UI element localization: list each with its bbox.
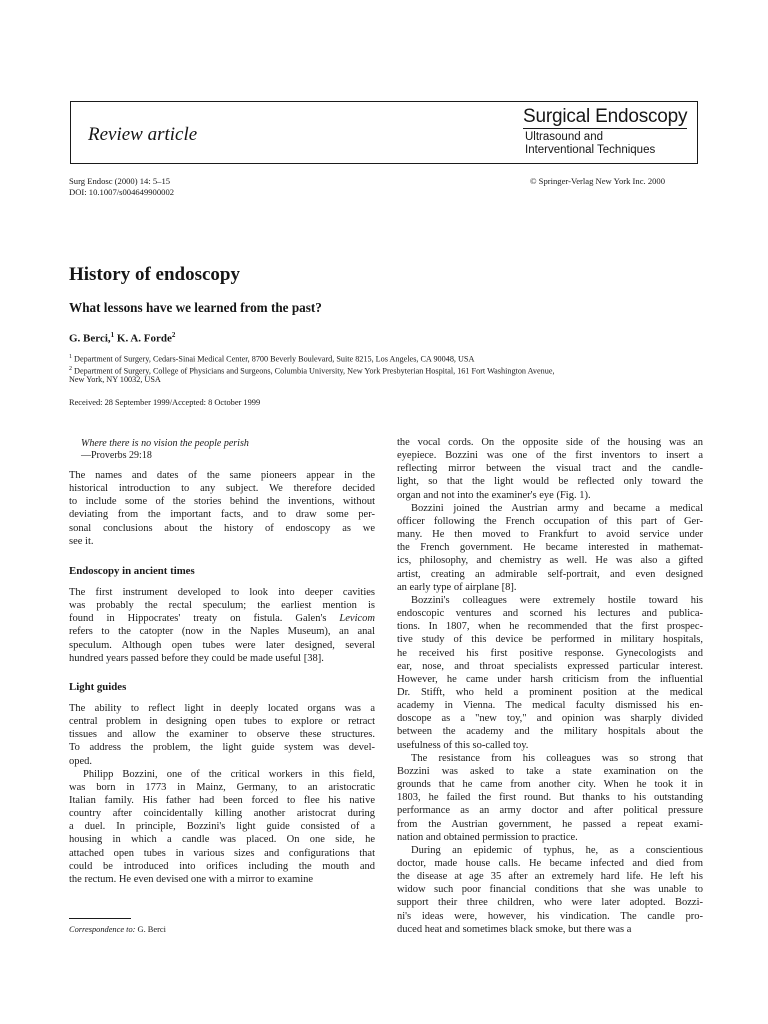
- body-paragraph: [397, 502, 703, 594]
- text-line: duced heat and sometimes black smoke, but there was a: [397, 923, 632, 935]
- article-type: Review article: [88, 124, 198, 145]
- section2-paragraph: [69, 768, 375, 886]
- text-line: see it.: [69, 535, 94, 547]
- text-line: an early type of airplane [8].: [397, 581, 517, 593]
- text-line: historical introduction to any subject. We therefore decided: [69, 483, 375, 495]
- section1-paragraph: [69, 586, 375, 665]
- correspondence-label: Correspondence to:: [69, 925, 136, 934]
- text-line: found in Hippocrates' treaty on fistula. Galen's Levicom: [69, 613, 375, 625]
- text-line: nation and obtained permission to practice.: [397, 831, 578, 843]
- text-line: widow such poor financial conditions that she was unable to: [397, 884, 703, 896]
- authors: [69, 331, 175, 345]
- text-line: usefulness of this so-called toy.: [397, 739, 529, 751]
- body-paragraph: [397, 436, 703, 502]
- text-line: ear, nose, and throat specialists expressed particular interest.: [397, 660, 703, 672]
- text-line: The ability to reflect light in deeply located organs was a: [69, 702, 375, 714]
- text-line: officer following the French occupation of this part of Ger-: [397, 515, 703, 527]
- text-line: a duel. In principle, Bozzini's light guide consisted of a: [69, 821, 375, 833]
- author-affiliation-mark: 1: [110, 331, 115, 339]
- text-line: the rectum. He even devised one with a mirror to examine: [69, 873, 314, 885]
- text-line: light, so that the light would be reflected only toward the: [397, 476, 703, 488]
- text-line: However, he came under harsh criticism from the influential: [397, 673, 703, 685]
- affiliation-2-cont: New York, NY 10032, USA: [69, 375, 161, 384]
- text-line: The names and dates of the same pioneers appear in the: [69, 470, 375, 481]
- text-line: performance as an army doctor and after political pressure: [397, 805, 703, 817]
- journal-subtitle-line: Interventional Techniques: [525, 144, 656, 156]
- text-line: ni's ideas were, however, his vindication. The candle pro-: [397, 910, 703, 922]
- epigraph: [69, 438, 375, 462]
- section-heading: Light guides: [69, 680, 127, 693]
- text-line: organ and not into the examiner's eye (Fig. 1).: [397, 489, 591, 501]
- affiliation-mark: 1: [69, 354, 72, 360]
- text-line: from the Austrian government, he passed a repeat exami-: [397, 818, 703, 830]
- text-line: To address the problem, the light guide system was devel-: [69, 742, 375, 754]
- text-line: was probably the rectal speculum; the earliest mention is: [69, 600, 375, 612]
- correspondence-name: G. Berci: [137, 925, 166, 934]
- text-line: During an epidemic of typhus, he, as a conscientious: [411, 844, 703, 856]
- citation: Surg Endosc (2000) 14: 5–15: [69, 176, 171, 186]
- text-line: grounds that he came from another city. When he took it in: [397, 779, 703, 791]
- text-line: oped.: [69, 755, 93, 767]
- text-line: tions. In 1807, when he recommended that the first prospec-: [397, 621, 703, 633]
- text-line: Bozzini joined the Austrian army and became a medical: [411, 502, 703, 514]
- text-line: support their three children, who were later adopted. Bozzi-: [397, 897, 703, 909]
- right-column: [397, 436, 703, 936]
- text-line: refers to the catopter (now in the Naples Museum), an anal: [69, 626, 375, 638]
- text-line: academy in Vienna. The medical faculty dismissed his en-: [397, 700, 703, 712]
- copyright: © Springer-Verlag New York Inc. 2000: [530, 176, 666, 186]
- text-line: doscope as a "new toy," and opinion was sharply divided: [397, 713, 703, 725]
- text-line: artist, creating an admirable self-portrait, and even designed: [397, 568, 703, 580]
- affiliation-mark: 2: [69, 366, 72, 372]
- text-line: was born in 1773 in Mainz, Germany, to an aristocratic: [69, 781, 375, 793]
- journal-subtitle: [525, 131, 655, 157]
- text-line: the disease at age 35 after an extremely hard life. He left his: [397, 871, 703, 883]
- text-line: central problem in designing open tubes to explore or retract: [69, 716, 375, 728]
- text-line: deviating from the important facts, and to draw some per-: [69, 509, 375, 521]
- epigraph-quote: Where there is no vision the people perish: [81, 438, 249, 449]
- text-line: Bozzini's colleagues were extremely hostile toward his: [411, 594, 703, 606]
- article-subtitle: What lessons have we learned from the past?: [69, 300, 322, 315]
- author-name: G. Berci,: [69, 332, 111, 345]
- text-line: Dr. Stifft, who held a prominent position at the medical: [397, 686, 703, 698]
- text-line: The first instrument developed to look into deeper cavities: [69, 586, 375, 598]
- text-line: country after coincidentally killing another aristocrat during: [69, 808, 375, 820]
- text-line: sonal conclusions about the history of endoscopy as we: [69, 522, 375, 534]
- section-heading: Endoscopy in ancient times: [69, 564, 195, 577]
- doi: DOI: 10.1007/s004649900002: [69, 187, 175, 197]
- text-line: endoscopic ventures and scorned his lectures and publica-: [397, 608, 703, 620]
- author-name: K. A. Forde: [116, 332, 172, 345]
- text-line: eyepiece. Bozzini was one of the first inventors to insert a: [397, 450, 703, 462]
- footnote-rule: [69, 918, 131, 919]
- correspondence: [69, 925, 166, 934]
- text-line: hundred years passed before they could be made useful [38].: [69, 652, 324, 664]
- text-line: between the academy and the military hospitals about the: [397, 726, 703, 738]
- text-line: tissues and allow the examiner to observe these structures.: [69, 729, 375, 741]
- text-line: housing in which a candle was placed. On one side, he: [69, 834, 375, 846]
- article-title: History of endoscopy: [69, 264, 240, 285]
- text-line: Bozzini was asked to take a state examination on the: [397, 765, 703, 777]
- affiliation-text: Department of Surgery, College of Physicians and Surgeons, Columbia University, New York Presbyterian Hospital, 161 Fort Washington Avenue,: [74, 366, 555, 376]
- text-line: ics, philosophy, and chemistry as well. He was also a gifted: [397, 555, 703, 567]
- author-affiliation-mark: 2: [171, 331, 176, 339]
- text-line: the vocal cords. On the opposite side of the housing was an: [397, 437, 703, 448]
- text-line: reflecting mirror between the visual tract and the candle-: [397, 463, 703, 475]
- journal-title: Surgical Endoscopy: [523, 106, 688, 127]
- intro-paragraph: [69, 469, 375, 548]
- body-paragraph: [397, 594, 703, 752]
- body-paragraph: [397, 752, 703, 844]
- received-accepted: Received: 28 September 1999/Accepted: 8 October 1999: [69, 398, 261, 407]
- epigraph-source: —Proverbs 29:18: [81, 450, 152, 461]
- journal-subtitle-line: Ultrasound and: [525, 131, 603, 143]
- text-line: 1803, he failed the first round. But thanks to his outstanding: [397, 792, 703, 804]
- text-line: attached open tubes in various sizes and configurations that: [69, 847, 375, 859]
- text-line: Philipp Bozzini, one of the critical workers in this field,: [83, 768, 375, 780]
- journal-title-rule: [523, 128, 687, 129]
- text-line: doctor, made house calls. He became infected and died from: [397, 858, 703, 869]
- text-line: many. He then moved to Frankfurt to avoid service under: [397, 529, 703, 541]
- text-line: could be introduced into orifices including the mouth and: [69, 860, 375, 872]
- text-line: the French government. He became interested in mathemat-: [397, 542, 703, 554]
- text-line: he received his first positive response. Gynecologists and: [397, 647, 703, 659]
- section2-paragraph: [69, 702, 375, 768]
- body-paragraph: [397, 844, 703, 936]
- text-line: Italian family. His father had been forced to flee his native: [69, 794, 375, 806]
- text-line: to include some of the stories behind the inventions, without: [69, 496, 375, 508]
- affiliation-text: Department of Surgery, Cedars-Sinai Medical Center, 8700 Beverly Boulevard, Suite 8215, Los Angeles, CA 90048, USA: [74, 354, 475, 364]
- text-line: tive study of this device be performed in military hospitals,: [397, 634, 703, 646]
- text-line: speculum. Although open tubes were later designed, several: [69, 639, 375, 651]
- text-line: The resistance from his colleagues was so strong that: [411, 752, 703, 764]
- left-column: [69, 438, 375, 886]
